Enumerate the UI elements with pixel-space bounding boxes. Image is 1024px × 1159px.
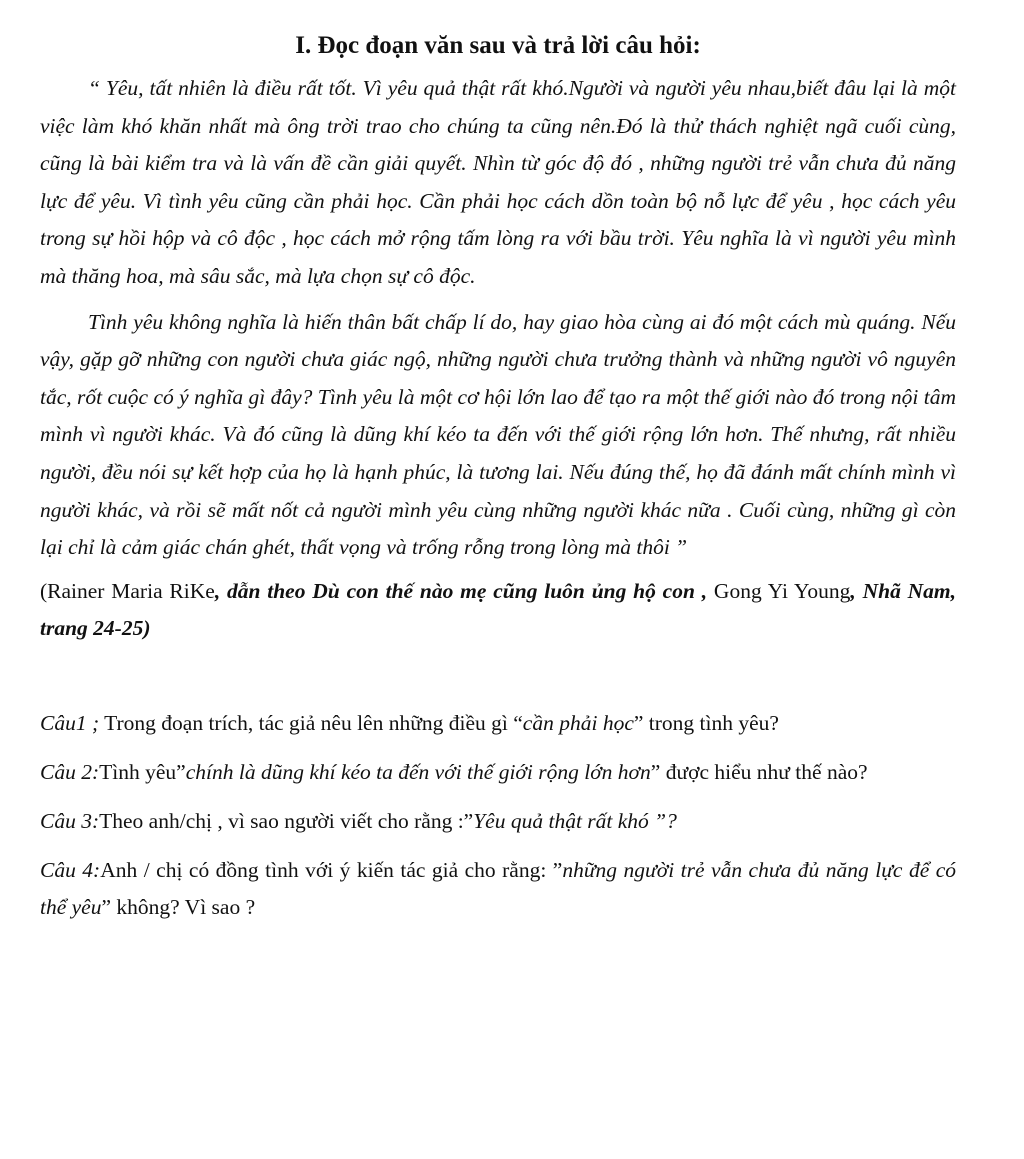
document-page xyxy=(40,26,956,938)
question-1 xyxy=(40,705,956,742)
citation-translator: Gong Yi Young xyxy=(707,578,851,603)
question-quote: chính là dũng khí kéo ta đến với thế giới rộng lớn hơn xyxy=(185,759,651,784)
passage-paragraph-2: Tình yêu không nghĩa là hiến thân bất chấp lí do, hay giao hòa cùng ai đó một cách mù quáng. Nếu vậy, gặp gỡ những con người chưa giác ngộ, những người chưa trưởng thành và những người vô nguyên tắc, rốt cuộc có ý nghĩa gì đây? Tình yêu là một cơ hội lớn lao để tạo ra một thế giới nào đó trong nội tâm mình vì người khác. Và đó cũng là dũng khí kéo ta đến với thế giới rộng lớn hơn. Thế nhưng, rất nhiều người, đều nói sự kết hợp của họ là hạnh phúc, là tương lai. Nếu đúng thế, họ đã đánh mất chính mình vì người khác, và rồi sẽ mất nốt cả người mình yêu cùng những người khác nữa . Cuối cùng, những gì còn lại chỉ là cảm giác chán ghét, thất vọng và trống rỗng trong lòng mà thôi ” xyxy=(40,309,956,560)
question-label: Câu 2: xyxy=(40,759,100,784)
question-3 xyxy=(40,803,956,840)
citation-author: (Rainer Maria RiKe xyxy=(40,578,215,603)
question-text: ” không? Vì sao ? xyxy=(101,894,256,919)
question-4 xyxy=(40,852,956,926)
question-text: Anh / chị có đồng tình với ý kiến tác giả cho rằng: ” xyxy=(100,857,563,882)
question-2 xyxy=(40,754,956,791)
question-quote: những người trẻ vẫn chưa đủ năng lực để có thể yêu xyxy=(40,857,957,919)
question-text: Trong đoạn trích, tác giả nêu lên những điều gì “ xyxy=(99,710,523,735)
passage-excerpt xyxy=(40,70,956,567)
question-label: Câu 4: xyxy=(40,857,101,882)
question-text: ” trong tình yêu? xyxy=(633,710,779,735)
section-heading: I. Đọc đoạn văn sau và trả lời câu hỏi: xyxy=(295,32,701,59)
question-text: Theo anh/chị , vì sao người viết cho rằng :” xyxy=(99,808,474,833)
source-citation xyxy=(40,573,956,647)
question-text: ” được hiểu như thế nào? xyxy=(650,759,868,784)
question-text: Tình yêu” xyxy=(99,759,186,784)
question-list xyxy=(40,705,956,926)
question-label: Câu1 ; xyxy=(40,710,100,735)
question-quote: cần phải học xyxy=(522,710,634,735)
citation-book: , dẫn theo Dù con thế nào mẹ cũng luôn ủng hộ con , xyxy=(214,578,708,603)
citation-publisher: , Nhã Nam, trang 24-25) xyxy=(40,578,957,640)
question-label: Câu 3: xyxy=(40,808,100,833)
passage-paragraph-1: “ Yêu, tất nhiên là điều rất tốt. Vì yêu quả thật rất khó.Người và người yêu nhau,biết đâu lại là một việc làm khó khăn nhất mà ông trời trao cho chúng ta cũng nên.Đó là thử thách nghiệt ngã cuối cùng, cũng là bài kiểm tra và là vấn đề cần giải quyết. Nhìn từ góc độ đó , những người trẻ vẫn chưa đủ năng lực để yêu. Vì tình yêu cũng cần phải học. Cần phải học cách dồn toàn bộ nỗ lực để yêu , học cách yêu trong sự hồi hộp và cô độc , học cách mở rộng tấm lòng ra với bầu trời. Yêu nghĩa là vì người yêu mình mà thăng hoa, mà sâu sắc, mà lựa chọn sự cô độc. xyxy=(40,76,956,288)
question-quote: Yêu quả thật rất khó ”? xyxy=(473,808,677,833)
